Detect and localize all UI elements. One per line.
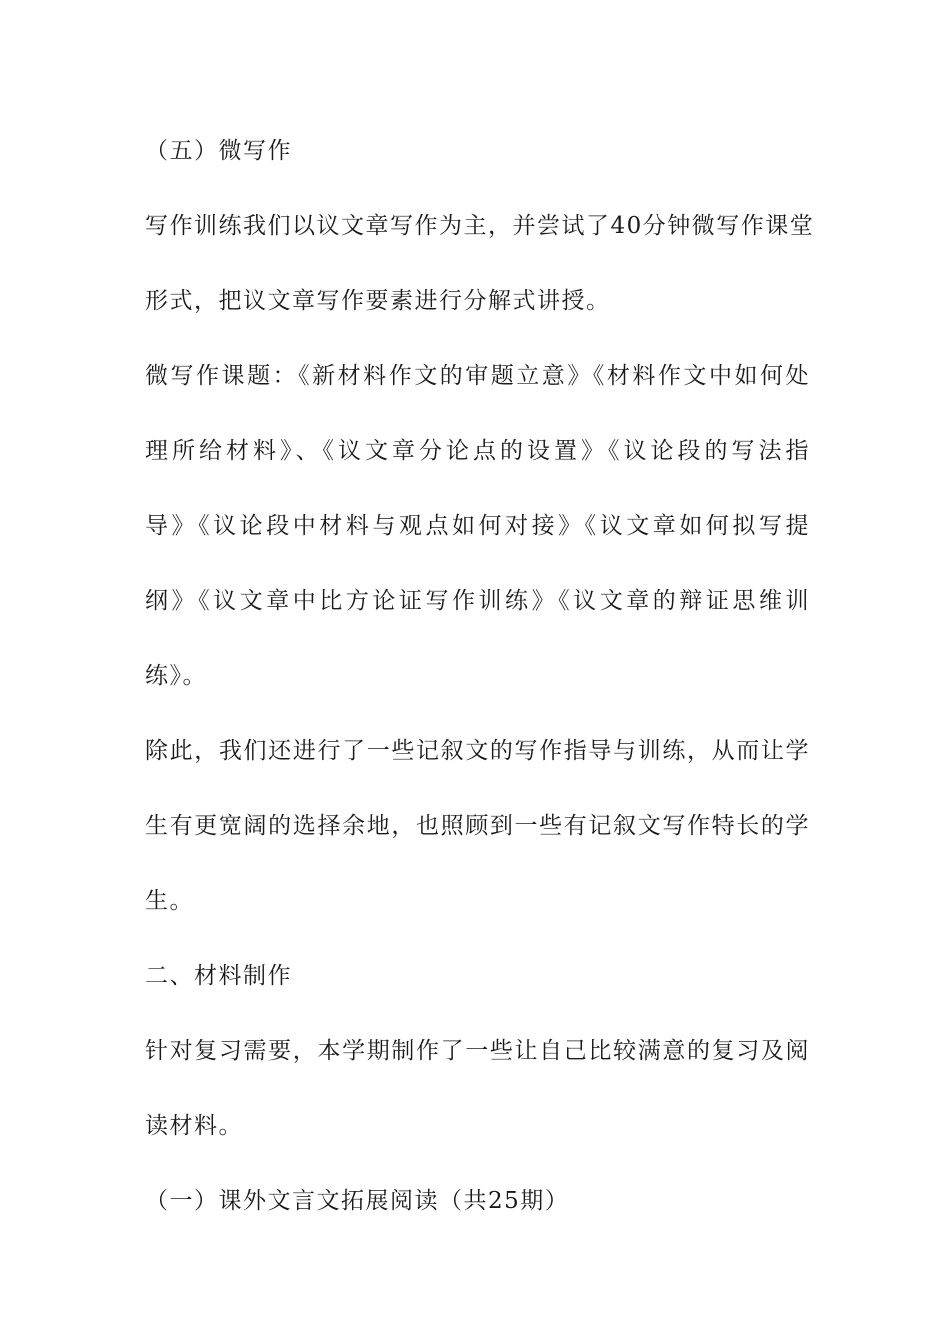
paragraph-line: 生有更宽阔的选择余地，也照顾到一些有记叙文写作特长的学	[145, 813, 810, 839]
paragraph-line: 纲》《议文章中比方论证写作训练》《议文章的辩证思维训	[145, 588, 810, 614]
paragraph-line: 生。	[145, 888, 194, 914]
section-heading-micro-writing: （五）微写作	[145, 138, 292, 164]
paragraph-line: 微写作课题：《新材料作文的审题立意》《材料作文中如何处	[145, 363, 810, 389]
paragraph-line: 理所给材料》、《议文章分论点的设置》《议论段的写法指	[145, 438, 810, 464]
section-heading-classical-reading: （一）课外文言文拓展阅读（共25期）	[145, 1188, 570, 1214]
paragraph-line: 读材料。	[145, 1113, 243, 1139]
paragraph-line: 形式，把议文章写作要素进行分解式讲授。	[145, 288, 611, 314]
section-heading-materials: 二、材料制作	[145, 963, 292, 989]
paragraph-line: 练》。	[145, 663, 207, 689]
paragraph-line: 针对复习需要，本学期制作了一些让自己比较满意的复习及阅	[145, 1038, 810, 1064]
paragraph-line: 写作训练我们以议文章写作为主，并尝试了40分钟微写作课堂	[145, 213, 815, 239]
paragraph-line: 导》《议论段中材料与观点如何对接》《议文章如何拟写提	[145, 513, 810, 539]
paragraph-line: 除此，我们还进行了一些记叙文的写作指导与训练，从而让学	[145, 738, 810, 764]
